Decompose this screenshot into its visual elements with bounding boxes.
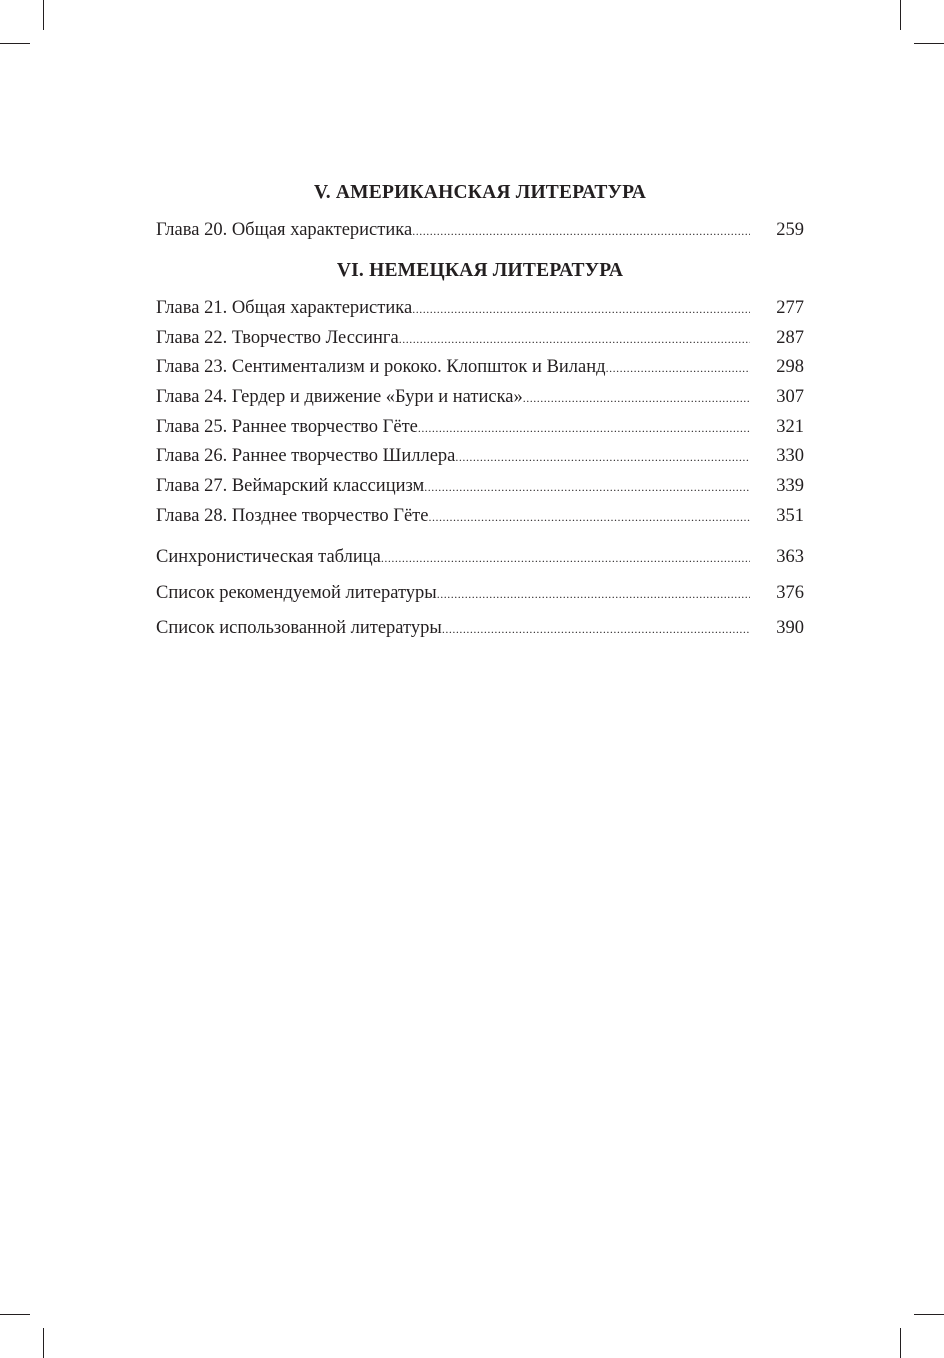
crop-mark-bottom-right-vertical	[900, 1328, 901, 1358]
toc-entry-label: Глава 22. Творчество Лессинга	[156, 328, 399, 348]
crop-mark-top-right-horizontal	[914, 43, 944, 44]
dot-leader	[606, 356, 750, 380]
crop-mark-top-left-horizontal	[0, 43, 30, 44]
toc-entry-page: 390	[776, 618, 804, 638]
toc-entry-label: Глава 27. Веймарский классицизм	[156, 476, 425, 496]
toc-entry[interactable]	[156, 504, 804, 528]
dot-leader	[424, 475, 750, 499]
toc-entry-page: 277	[776, 298, 804, 318]
toc-entry-label: Глава 21. Общая характеристика	[156, 298, 413, 318]
dot-leader	[437, 582, 750, 606]
toc-entry[interactable]	[156, 545, 804, 569]
toc-entry-page: 363	[776, 547, 804, 567]
dot-leader	[428, 505, 750, 529]
toc-entry-label: Синхронистическая таблица	[156, 547, 381, 567]
section-title: VI. НЕМЕЦКАЯ ЛИТЕРАТУРА	[336, 260, 624, 281]
dot-leader	[418, 416, 750, 440]
toc-entry-page: 307	[776, 387, 804, 407]
toc-entry[interactable]	[156, 444, 804, 468]
dot-leader	[399, 327, 750, 351]
toc-entry[interactable]	[156, 296, 804, 320]
toc-entry-label: Глава 20. Общая характеристика	[156, 220, 413, 240]
toc-entry-page: 321	[776, 417, 804, 437]
toc-entry[interactable]	[156, 326, 804, 350]
crop-mark-bottom-left-vertical	[43, 1328, 44, 1358]
toc-entry[interactable]	[156, 385, 804, 409]
crop-mark-bottom-left-horizontal	[0, 1314, 30, 1315]
dot-leader	[381, 546, 750, 570]
toc-entry[interactable]	[156, 474, 804, 498]
crop-mark-top-right-vertical	[900, 0, 901, 30]
toc-entry-page: 259	[776, 220, 804, 240]
toc-entry-page: 330	[776, 446, 804, 466]
toc-entry-label: Глава 24. Гердер и движение «Бури и натиска»	[156, 387, 523, 407]
toc-entry-label: Глава 28. Позднее творчество Гёте	[156, 506, 429, 526]
toc-entry-page: 339	[776, 476, 804, 496]
crop-mark-top-left-vertical	[43, 0, 44, 30]
toc-entry-label: Глава 26. Раннее творчество Шиллера	[156, 446, 456, 466]
dot-leader	[442, 617, 750, 641]
crop-mark-bottom-right-horizontal	[914, 1314, 944, 1315]
dot-leader	[455, 445, 750, 469]
toc-entry[interactable]	[156, 355, 804, 379]
toc-entry[interactable]	[156, 218, 804, 242]
dot-leader	[523, 386, 750, 410]
toc-entry[interactable]	[156, 415, 804, 439]
toc-entry-page: 287	[776, 328, 804, 348]
toc-entry-label: Глава 25. Раннее творчество Гёте	[156, 417, 418, 437]
toc-entry-label: Глава 23. Сентиментализм и рококо. Клопшток и Виланд	[156, 357, 606, 377]
toc-entry-page: 351	[776, 506, 804, 526]
toc-entry-page: 298	[776, 357, 804, 377]
section-title: V. АМЕРИКАНСКАЯ ЛИТЕРАТУРА	[313, 182, 647, 203]
dot-leader	[412, 297, 750, 321]
toc-entry-label: Список использованной литературы	[156, 618, 442, 638]
toc-entry[interactable]	[156, 616, 804, 640]
toc-entry-label: Список рекомендуемой литературы	[156, 583, 437, 603]
toc-entry-page: 376	[776, 583, 804, 603]
toc-entry[interactable]	[156, 581, 804, 605]
dot-leader	[412, 219, 750, 243]
